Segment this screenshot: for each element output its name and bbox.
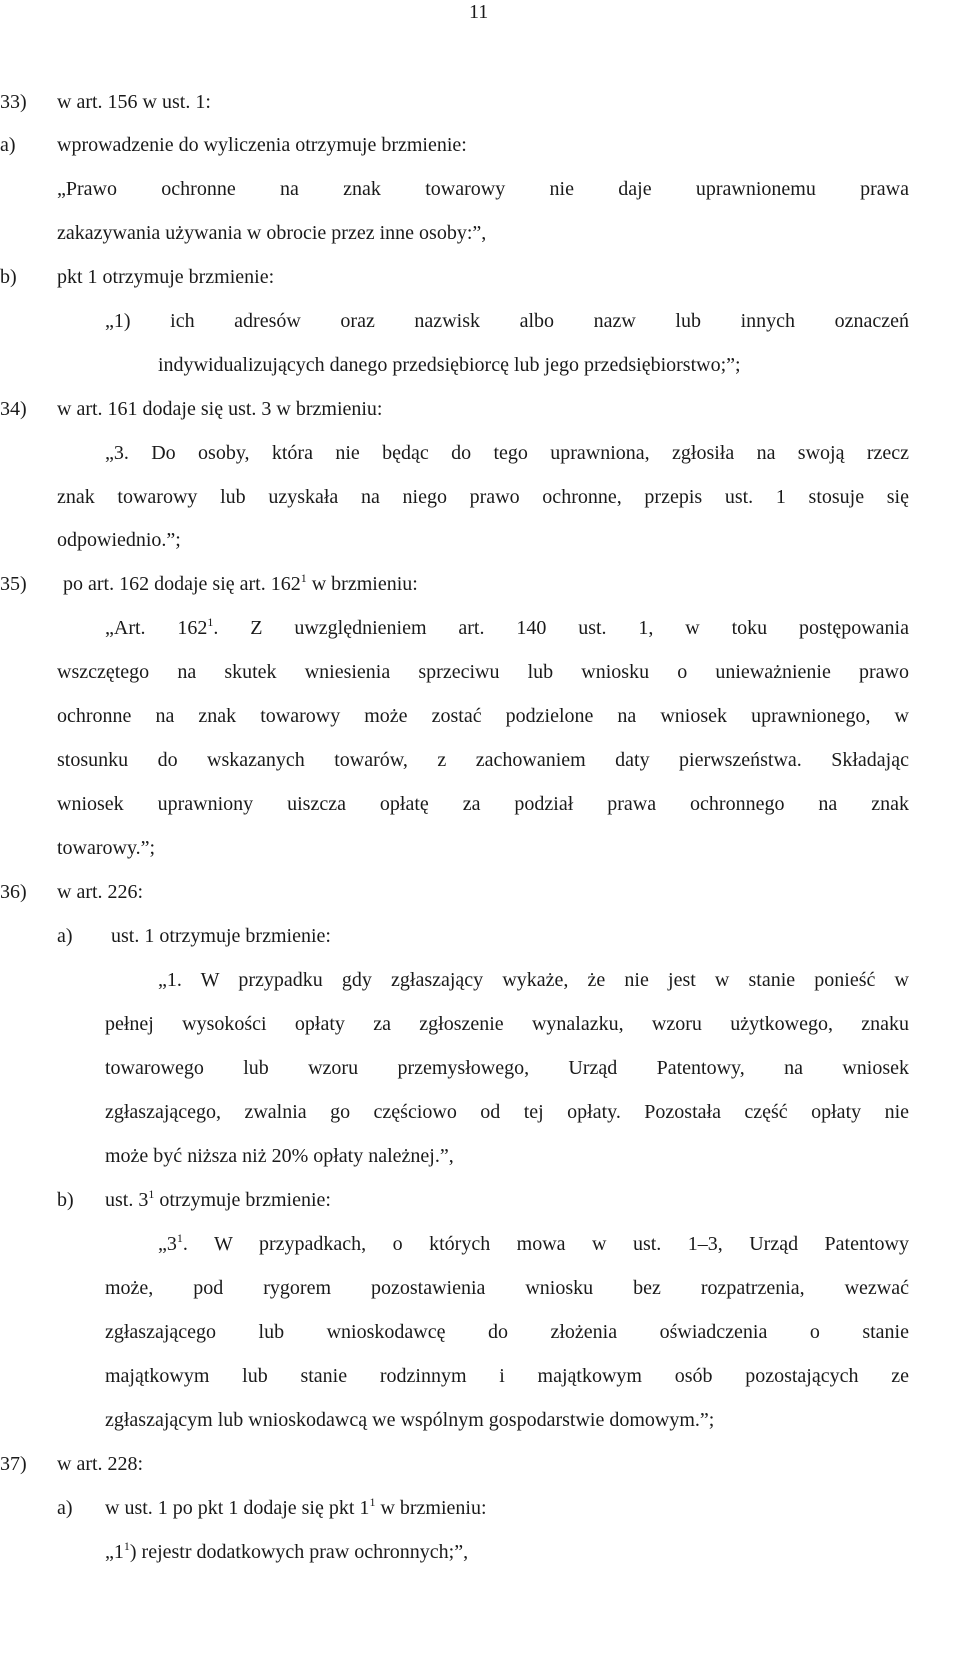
quote-line: zakazywania używania w obrocie przez inne osoby:”,: [57, 222, 487, 244]
sub-text: pkt 1 otrzymuje brzmienie:: [57, 266, 275, 288]
quote-line: pełnej wysokości opłaty za zgłoszenie wynalazku, wzoru użytkowego, znaku: [105, 1013, 909, 1035]
item-text: w art. 161 dodaje się ust. 3 w brzmieniu:: [57, 398, 383, 420]
sub-label: b): [57, 1189, 74, 1211]
item-text: w art. 228:: [57, 1453, 144, 1475]
item-number: 35): [0, 573, 27, 595]
sub-text: ust. 1 otrzymuje brzmienie:: [111, 925, 331, 947]
page-number: 11: [469, 1, 489, 23]
quote-line: odpowiednio.”;: [57, 529, 181, 551]
sub-text: w ust. 1 po pkt 1 dodaje się pkt $1^1$ w brzmieniu:: [105, 1495, 487, 1519]
sub-label: b): [0, 266, 17, 288]
quote-line: stosunku do wskazanych towarów, z zachowaniem daty pierwszeństwa. Składając: [57, 749, 909, 771]
quote-line: wniosek uprawniony uiszcza opłatę za podział prawa ochronnego na znak: [57, 793, 909, 815]
sub-label: a): [0, 134, 16, 156]
quote-line: $„3^1$. W przypadkach, o których mowa w ust. 1–3, Urząd Patentowy: [158, 1231, 909, 1255]
quote-line: ochronne na znak towarowy może zostać podzielone na wniosek uprawnionego, w: [57, 705, 909, 727]
quote-line: może, pod rygorem pozostawienia wniosku bez rozpatrzenia, wezwać: [105, 1277, 909, 1299]
quote-line: „Prawo ochronne na znak towarowy nie daje uprawnionemu prawa: [57, 178, 909, 200]
item-text: w art. 156 w ust. 1:: [57, 91, 211, 113]
quote-line: majątkowym lub stanie rodzinnym i majątkowym osób pozostających ze: [105, 1365, 909, 1387]
quote-line: zgłaszającego lub wnioskodawcę do złożenia oświadczenia o stanie: [105, 1321, 909, 1343]
quote-line: wszczętego na skutek wniesienia sprzeciwu lub wniosku o unieważnienie prawo: [57, 661, 909, 683]
item-text: po art. 162 dodaje się art. $162^1$ w brzmieniu:: [63, 571, 418, 595]
quote-line: zgłaszającym lub wnioskodawcą we wspólnym gospodarstwie domowym.”;: [105, 1409, 715, 1431]
sub-label: a): [57, 925, 73, 947]
item-text: w art. 226:: [57, 881, 144, 903]
item-number: 36): [0, 881, 27, 903]
quote-line: „1) ich adresów oraz nazwisk albo nazw lub innych oznaczeń: [105, 310, 909, 332]
sub-label: a): [57, 1497, 73, 1519]
item-number: 34): [0, 398, 27, 420]
item-number: 37): [0, 1453, 27, 1475]
quote-line: „Art. $162^1$. Z uwzględnieniem art. 140 ust. 1, w toku postępowania: [105, 615, 909, 639]
quote-line: zgłaszającego, zwalnia go częściowo od tej opłaty. Pozostała część opłaty nie: [105, 1101, 909, 1123]
sub-text: ust. $3^1$ otrzymuje brzmienie:: [105, 1187, 331, 1211]
quote-line: towarowego lub wzoru przemysłowego, Urząd Patentowy, na wniosek: [105, 1057, 909, 1079]
quote-line: „1. W przypadku gdy zgłaszający wykaże, że nie jest w stanie ponieść w: [158, 969, 909, 991]
quote-line: $„1^1$) rejestr dodatkowych praw ochronnych;”,: [105, 1539, 469, 1563]
quote-line: „3. Do osoby, która nie będąc do tego uprawniona, zgłosiła na swoją rzecz: [105, 442, 909, 464]
quote-line: może być niższa niż 20% opłaty należnej.”,: [105, 1145, 454, 1167]
item-number: 33): [0, 91, 27, 113]
quote-line: znak towarowy lub uzyskała na niego prawo ochronne, przepis ust. 1 stosuje się: [57, 486, 909, 508]
sub-text: wprowadzenie do wyliczenia otrzymuje brzmienie:: [57, 134, 467, 156]
quote-line: indywidualizujących danego przedsiębiorcę lub jego przedsiębiorstwo;”;: [158, 354, 741, 376]
quote-line: towarowy.”;: [57, 837, 156, 859]
